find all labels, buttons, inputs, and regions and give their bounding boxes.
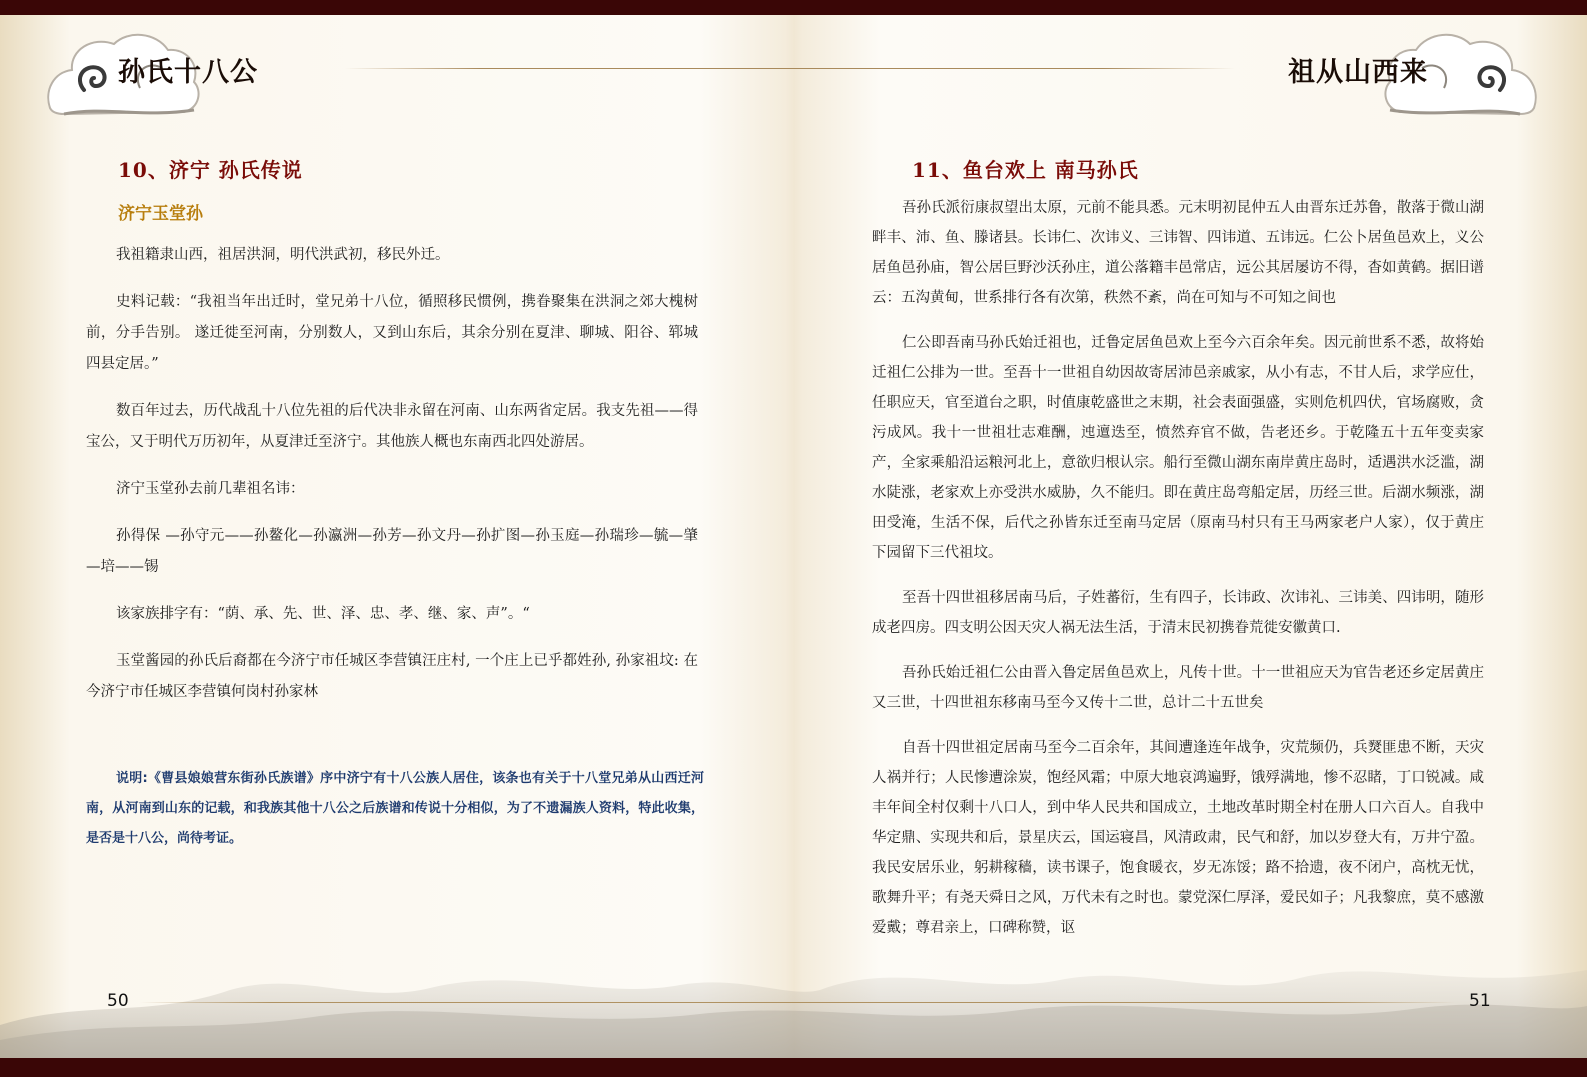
bottom-frame-bar bbox=[0, 1058, 1587, 1077]
right-paragraph: 吾孙氏派衍康叔望出太原，元前不能具悉。元末明初昆仲五人由晋东迁苏鲁，散落于微山湖畔丰、沛、鱼、滕诸县。长讳仁、次讳义、三讳智、四讳道、五讳远。仁公卜居鱼邑欢上，义公居鱼邑孙庙，智公居巨野沙沃孙庄，道公落籍丰邑常店，远公其居屡访不得，杳如黄鹤。据旧谱云：五沟黄甸，世系排行各有次第，秩然不紊，尚在可知与不可知之间也 bbox=[872, 200, 1484, 306]
left-paragraph: 该家族排字有：“荫、承、先、世、泽、忠、孝、继、家、声”。“ bbox=[116, 606, 530, 622]
footer-rule bbox=[140, 1002, 1455, 1003]
right-paragraph: 自吾十四世祖定居南马至今二百余年，其间遭逢连年战争，灾荒频仍，兵燹匪患不断，天灾人祸并行；人民惨遭涂炭，饱经风霜；中原大地哀鸿遍野，饿殍满地，惨不忍睹，丁口锐减。咸丰年间全村仅剩十八口人，到中华人民共和国成立，土地改革时期全村在册人口六百人。自我中华定鼎、实现共和后，景星庆云，国运寝昌，风清政肃，民气和舒，加以岁登大有，万井宁盈。我民安居乐业，躬耕稼穑，读书课子，饱食暖衣，岁无冻馁；路不拾遗，夜不闭户，高枕无忧，歌舞升平；有尧天舜日之风，万代未有之时也。蒙党深仁厚泽，爱民如子；凡我黎庶，莫不感激爱戴；尊君亲上，口碑称赞，讴 bbox=[872, 740, 1484, 936]
right-paragraph: 仁公即吾南马孙氏始迁祖也，迁鲁定居鱼邑欢上至今六百余年矣。因元前世系不悉，故将始迁祖仁公排为一世。至吾十一世祖自幼因故寄居沛邑亲戚家，从小有志，不甘人后，求学应仕，任职应天，官至道台之职，时值康乾盛世之末期，社会表面强盛，实则危机四伏，官场腐败，贪污成风。我十一世祖壮志难酬，迍邅迭至，愤然弃官不做，告老还乡。于乾隆五十五年变卖家产，全家乘船沿运粮河北上，意欲归根认宗。船行至微山湖东南岸黄庄岛时，适遇洪水泛滥，湖水陡涨，老家欢上亦受洪水威胁，久不能归。即在黄庄岛弯船定居，历经三世。后湖水频涨，湖田受淹，生活不保，后代之孙皆东迁至南马定居（原南马村只有王马两家老户人家），仅于黄庄下园留下三代祖坟。 bbox=[872, 335, 1484, 561]
left-footnote: 说明:《曹县娘娘营东街孙氏族谱》序中济宁有十八公族人居住，该条也有关于十八堂兄弟从山西迁河南，从河南到山东的记载，和我族其他十八公之后族谱和传说十分相似，为了不遗漏族人资料，特此收集，是否是十八公，尚待考证。 bbox=[86, 771, 704, 846]
left-paragraph: 济宁玉堂孙去前几辈祖名讳： bbox=[116, 481, 305, 497]
left-paragraph: 玉堂酱园的孙氏后裔都在今济宁市任城区李营镇汪庄村, 一个庄上已乎都姓孙, 孙家祖坟: 在今济宁市任城区李营镇何岗村孙家林 bbox=[86, 653, 698, 700]
left-paragraph: 孙得保 —孙守元——孙鳌化—孙瀛洲—孙芳—孙文丹—孙扩图—孙玉庭—孙瑞珍—毓—肇—培——锡 bbox=[86, 528, 698, 575]
right-paragraph: 至吾十四世祖移居南马后，子姓蕃衍，生有四子，长讳政、次讳礼、三讳美、四讳明，随形成老四房。四支明公因天灾人祸无法生活，于清末民初携眷荒徙安徽黄口. bbox=[872, 590, 1484, 636]
left-section-title: 10、济宁 孙氏传说 bbox=[118, 158, 303, 182]
header-rule-left bbox=[345, 68, 795, 69]
header-rule-right bbox=[795, 68, 1235, 69]
left-body-column bbox=[86, 240, 698, 724]
top-frame-bar bbox=[0, 0, 1587, 15]
right-section-title: 11、鱼台欢上 南马孙氏 bbox=[912, 158, 1139, 182]
right-page-number: 51 bbox=[1469, 991, 1491, 1011]
left-page-number: 50 bbox=[107, 991, 129, 1011]
right-body-column bbox=[872, 193, 1484, 958]
left-paragraph: 我祖籍隶山西，祖居洪洞，明代洪武初，移民外迁。 bbox=[116, 247, 450, 263]
left-paragraph: 史料记载：“我祖当年出迁时，堂兄弟十八位，循照移民惯例，携眷聚集在洪洞之郊大槐树前，分手告别。 遂迁徙至河南，分别数人，又到山东后，其余分别在夏津、聊城、阳谷、郓城四县定居。” bbox=[86, 294, 698, 372]
header-chapter-title: 祖从山西来 bbox=[1288, 57, 1428, 88]
right-paragraph: 吾孙氏始迁祖仁公由晋入鲁定居鱼邑欢上，凡传十世。十一世祖应天为官告老还乡定居黄庄又三世，十四世祖东移南马至今又传十二世，总计二十五世矣 bbox=[872, 665, 1484, 711]
left-subsection-title: 济宁玉堂孙 bbox=[118, 204, 203, 224]
header-book-title: 孙氏十八公 bbox=[118, 57, 258, 88]
left-paragraph: 数百年过去，历代战乱十八位先祖的后代决非永留在河南、山东两省定居。我支先祖——得宝公，又于明代万历初年，从夏津迁至济宁。其他族人概也东南西北四处游居。 bbox=[86, 403, 698, 450]
